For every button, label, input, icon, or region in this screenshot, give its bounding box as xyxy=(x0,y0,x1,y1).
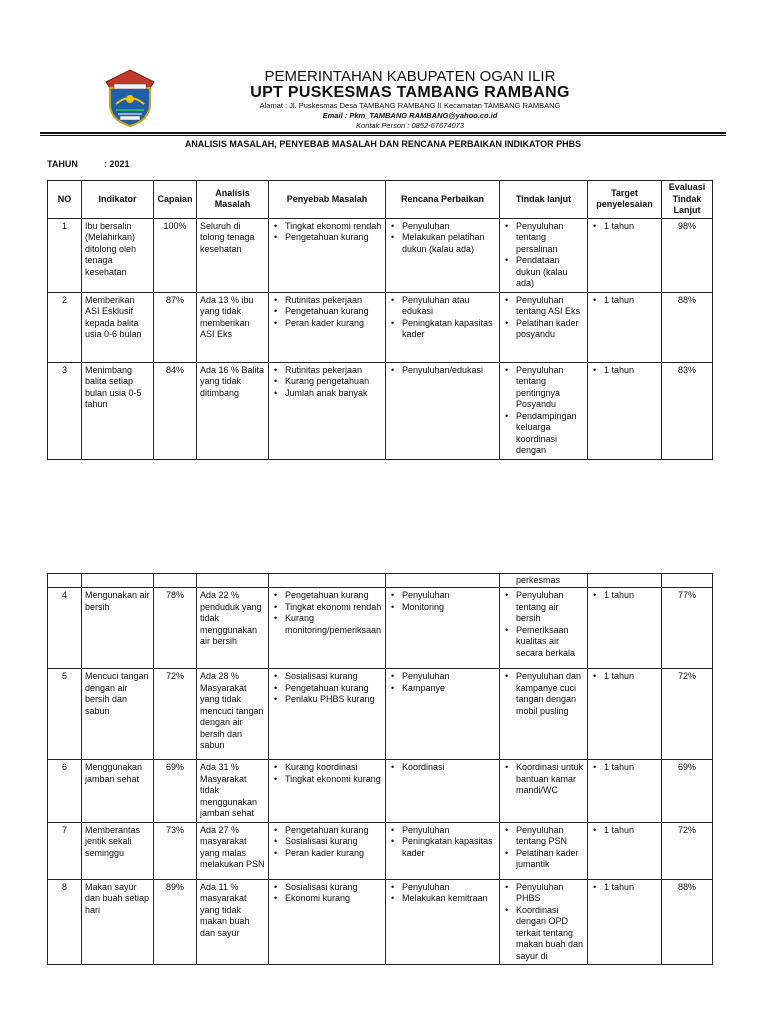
target-cell xyxy=(588,879,662,965)
rencana-cell xyxy=(386,362,500,459)
analisis-cell: Ada 22 % penduduk yang tidak menggunakan air bersih xyxy=(197,588,269,669)
list-item: • Pengetahuan kurang xyxy=(272,306,382,318)
list-item: • 1 tahun xyxy=(591,762,658,774)
list-item: • Sosialisasi kurang xyxy=(272,836,382,848)
list-item: • Pendataan dukun (kalau ada) xyxy=(503,255,584,290)
penyebab-cell-list xyxy=(272,590,382,636)
row-number: 8 xyxy=(48,879,82,965)
analisis-cell: Ada 28 % Masyarakat yang tidak mencuci tangan dengan air bersih dan sabun xyxy=(197,669,269,760)
tindak-lanjut-cell-list xyxy=(503,882,584,963)
tindak-lanjut-cell-list xyxy=(503,295,584,341)
column-header-penyebab: Penyebab Masalah xyxy=(269,181,386,219)
penyebab-cell-list xyxy=(272,295,382,330)
evaluasi-cell: 72% xyxy=(662,822,713,879)
table-row xyxy=(48,362,713,459)
list-item: • Pelatihan kader jumantik xyxy=(503,848,584,871)
tindak-lanjut-cell-list xyxy=(503,671,584,717)
document-title: ANALISIS MASALAH, PENYEBAB MASALAH DAN RENCANA PERBAIKAN INDIKATOR PHBS xyxy=(184,139,582,149)
penyebab-cell xyxy=(269,218,386,292)
target-cell xyxy=(588,218,662,292)
capaian-cell: 73% xyxy=(154,822,197,879)
header-email: Email : Pkm_TAMBANG RAMBANG@yahoo.co.id xyxy=(322,111,498,120)
target-cell xyxy=(588,362,662,459)
list-item: • 1 tahun xyxy=(591,221,658,233)
list-item: • Ekonomi kurang xyxy=(272,893,382,905)
target-cell xyxy=(588,822,662,879)
list-item: • Melakukan kemitraan xyxy=(389,893,496,905)
target-cell-list xyxy=(591,671,658,683)
list-item: • 1 tahun xyxy=(591,590,658,602)
indikator-cell: Makan sayur dan buah setiap hari xyxy=(82,879,154,965)
table-continuation-row xyxy=(48,574,713,588)
penyebab-cell-list xyxy=(272,825,382,860)
target-cell-list xyxy=(591,825,658,837)
list-item: • Penyuluhan tentang PSN xyxy=(503,825,584,848)
target-cell-list xyxy=(591,295,658,307)
header-government-name: PEMERINTAHAN KABUPATEN OGAN ILIR xyxy=(264,68,556,85)
rencana-cell xyxy=(386,292,500,362)
tindak-lanjut-cell-list xyxy=(503,365,584,457)
year-value: : 2021 xyxy=(104,159,130,169)
evaluasi-cell: 83% xyxy=(662,362,713,459)
list-item: • Rutinitas pekerjaan xyxy=(272,295,382,307)
rencana-cell-list xyxy=(389,671,496,694)
rencana-cell-list xyxy=(389,295,496,341)
header-puskesmas-name: UPT PUSKESMAS TAMBANG RAMBANG xyxy=(250,84,570,101)
continuation-text: perkesmas xyxy=(500,574,588,588)
rencana-cell xyxy=(386,669,500,760)
capaian-cell: 72% xyxy=(154,669,197,760)
evaluasi-cell: 77% xyxy=(662,588,713,669)
header-divider-thin xyxy=(40,135,726,136)
header-address: Alamat : Jl. Puskesmas Desa TAMBANG RAMBANG II Kecamatan TAMBANG RAMBANG xyxy=(259,101,561,110)
penyebab-cell xyxy=(269,588,386,669)
list-item: • Penyuluhan/edukasi xyxy=(389,365,496,377)
phbs-analysis-table-page-2 xyxy=(47,573,713,965)
penyebab-cell-list xyxy=(272,365,382,400)
list-item: • Penyuluhan xyxy=(389,590,496,602)
analisis-cell: Ada 13 % ibu yang tidak memberikan ASI Eks xyxy=(197,292,269,362)
list-item: • Koordinasi dengan OPD terkait tentang makan buah dan sayur di xyxy=(503,905,584,963)
list-item: • Melakukan pelatihan dukun (kalau ada) xyxy=(389,232,496,255)
column-header-evaluasi: Evaluasi Tindak Lanjut xyxy=(662,181,713,219)
capaian-cell: 84% xyxy=(154,362,197,459)
list-item: • Jumlah anak banyak xyxy=(272,388,382,400)
indikator-cell: Menimbang balita setiap bulan usia 0-5 tahun xyxy=(82,362,154,459)
list-item: • Koordinasi untuk bantuan kamar mandi/WC xyxy=(503,762,584,797)
list-item: • Penyuluhan dan kampanye cuci tangan dengan mobil pusling xyxy=(503,671,584,717)
row-number: 6 xyxy=(48,760,82,823)
tindak-lanjut-cell xyxy=(500,292,588,362)
list-item: • Kampanye xyxy=(389,683,496,695)
row-number: 7 xyxy=(48,822,82,879)
list-item: • Perilaku PHBS kurang xyxy=(272,694,382,706)
list-item: • Peran kader kurang xyxy=(272,318,382,330)
list-item: • 1 tahun xyxy=(591,671,658,683)
list-item: • Penyuluhan tentang air bersih xyxy=(503,590,584,625)
table-row xyxy=(48,879,713,965)
column-header-target: Target penyelesaian xyxy=(588,181,662,219)
target-cell-list xyxy=(591,762,658,774)
penyebab-cell xyxy=(269,760,386,823)
indikator-cell: Memberikan ASI Esklusif kepada balita usia 0-6 bulan xyxy=(82,292,154,362)
list-item: • Pemeriksaan kualitas air secara berkala xyxy=(503,625,584,660)
header-contact: Kontak Person : 0852-67674073 xyxy=(356,121,464,130)
column-header-no: NO xyxy=(48,181,82,219)
list-item: • 1 tahun xyxy=(591,825,658,837)
list-item: • Tingkat ekonomi kurang xyxy=(272,774,382,786)
analisis-cell: Ada 31 % Masyarakat tidak menggunakan jamban sehat xyxy=(197,760,269,823)
rencana-cell xyxy=(386,588,500,669)
list-item: • Sosialisasi kurang xyxy=(272,671,382,683)
ogan-ilir-emblem-logo xyxy=(104,68,156,128)
indikator-cell: Memberantas jentik sekali seminggu xyxy=(82,822,154,879)
analisis-cell: Seluruh di tolong tenaga kesehatan xyxy=(197,218,269,292)
capaian-cell: 69% xyxy=(154,760,197,823)
table-body-page-1 xyxy=(48,218,713,459)
list-item: • Pengetahuan kurang xyxy=(272,590,382,602)
capaian-cell: 78% xyxy=(154,588,197,669)
list-item: • Sosialisasi kurang xyxy=(272,882,382,894)
table-row xyxy=(48,292,713,362)
penyebab-cell-list xyxy=(272,882,382,905)
list-item: • Pelatihan kader posyandu xyxy=(503,318,584,341)
list-item: • Penyuluhan xyxy=(389,825,496,837)
penyebab-cell-list xyxy=(272,221,382,244)
rencana-cell-list xyxy=(389,825,496,860)
column-header-rencana: Rencana Perbaikan xyxy=(386,181,500,219)
evaluasi-cell: 69% xyxy=(662,760,713,823)
rencana-cell-list xyxy=(389,762,496,774)
rencana-cell-list xyxy=(389,882,496,905)
tindak-lanjut-cell xyxy=(500,669,588,760)
penyebab-cell xyxy=(269,879,386,965)
penyebab-cell-list xyxy=(272,671,382,706)
analisis-cell: Ada 11 % masyarakat yang tidak makan buah dan sayur xyxy=(197,879,269,965)
capaian-cell: 87% xyxy=(154,292,197,362)
analisis-cell: Ada 16 % Balita yang tidak ditimbang xyxy=(197,362,269,459)
list-item: • Penyuluhan xyxy=(389,882,496,894)
rencana-cell-list xyxy=(389,590,496,613)
penyebab-cell xyxy=(269,669,386,760)
column-header-analisis: Analisis Masalah xyxy=(197,181,269,219)
indikator-cell: Mengunakan air bersih xyxy=(82,588,154,669)
header-divider-thick xyxy=(40,132,726,134)
list-item: • 1 tahun xyxy=(591,295,658,307)
table-header-row xyxy=(48,181,713,219)
indikator-cell: Menggunakan jamban sehat xyxy=(82,760,154,823)
capaian-cell: 89% xyxy=(154,879,197,965)
list-item: • Penyuluhan tentang ASI Eks xyxy=(503,295,584,318)
table-row xyxy=(48,218,713,292)
evaluasi-cell: 88% xyxy=(662,292,713,362)
list-item: • Kurang koordinasi xyxy=(272,762,382,774)
list-item: • Tingkat ekonomi rendah xyxy=(272,221,382,233)
list-item: • 1 tahun xyxy=(591,365,658,377)
list-item: • Penyuluhan xyxy=(389,671,496,683)
phbs-analysis-table-page-1 xyxy=(47,180,713,460)
list-item: • Kurang pengetahuan xyxy=(272,376,382,388)
tindak-lanjut-cell xyxy=(500,760,588,823)
tindak-lanjut-cell-list xyxy=(503,221,584,290)
list-item: • Penyuluhan xyxy=(389,221,496,233)
list-item: • 1 tahun xyxy=(591,882,658,894)
column-header-indikator: Indikator xyxy=(82,181,154,219)
rencana-cell xyxy=(386,879,500,965)
target-cell xyxy=(588,292,662,362)
evaluasi-cell: 98% xyxy=(662,218,713,292)
penyebab-cell xyxy=(269,362,386,459)
target-cell-list xyxy=(591,590,658,602)
row-number: 2 xyxy=(48,292,82,362)
table-row xyxy=(48,822,713,879)
column-header-capaian: Capaian xyxy=(154,181,197,219)
list-item: • Pengetahuan kurang xyxy=(272,825,382,837)
target-cell-list xyxy=(591,882,658,894)
indikator-cell: Mencuci tangan dengan air bersih dan sabun xyxy=(82,669,154,760)
tindak-lanjut-cell xyxy=(500,879,588,965)
column-header-tindak-lanjut: Tindak lanjut xyxy=(500,181,588,219)
tindak-lanjut-cell-list xyxy=(503,590,584,659)
rencana-cell xyxy=(386,218,500,292)
list-item: • Penyuluhan tentang persalinan xyxy=(503,221,584,256)
row-number: 5 xyxy=(48,669,82,760)
tindak-lanjut-cell-list xyxy=(503,762,584,797)
list-item: • Kurang monitoring/pemeriksaan xyxy=(272,613,382,636)
penyebab-cell xyxy=(269,292,386,362)
list-item: • Penyuluhan tentang pentingnya Posyandu xyxy=(503,365,584,411)
target-cell xyxy=(588,588,662,669)
list-item: • Pengetahuan kurang xyxy=(272,683,382,695)
tindak-lanjut-cell xyxy=(500,588,588,669)
penyebab-cell xyxy=(269,822,386,879)
year-label: TAHUN xyxy=(47,159,78,169)
table-row xyxy=(48,669,713,760)
table-row xyxy=(48,588,713,669)
row-number: 4 xyxy=(48,588,82,669)
analisis-cell: Ada 27 % masyarakat yang malas melakukan PSN xyxy=(197,822,269,879)
list-item: • Tingkat ekonomi rendah xyxy=(272,602,382,614)
rencana-cell xyxy=(386,760,500,823)
tindak-lanjut-cell-list xyxy=(503,825,584,871)
rencana-cell-list xyxy=(389,221,496,256)
target-cell-list xyxy=(591,365,658,377)
target-cell-list xyxy=(591,221,658,233)
indikator-cell: Ibu bersalin (Melahirkan) ditolong oleh tenaga kesehatan xyxy=(82,218,154,292)
list-item: • Pengetahuan kurang xyxy=(272,232,382,244)
list-item: • Koordinasi xyxy=(389,762,496,774)
evaluasi-cell: 72% xyxy=(662,669,713,760)
list-item: • Peningkatan kapasitas kader xyxy=(389,836,496,859)
evaluasi-cell: 88% xyxy=(662,879,713,965)
tindak-lanjut-cell xyxy=(500,822,588,879)
list-item: • Peran kader kurang xyxy=(272,848,382,860)
target-cell xyxy=(588,669,662,760)
penyebab-cell-list xyxy=(272,762,382,785)
list-item: • Monitoring xyxy=(389,602,496,614)
rencana-cell-list xyxy=(389,365,496,377)
capaian-cell: 100% xyxy=(154,218,197,292)
list-item: • Pendampingan keluarga koordinasi dengan xyxy=(503,411,584,457)
table-row xyxy=(48,760,713,823)
list-item: • Rutinitas pekerjaan xyxy=(272,365,382,377)
list-item: • Penyuluhan atau edukasi xyxy=(389,295,496,318)
list-item: • Peningkatan kapasitas kader xyxy=(389,318,496,341)
tindak-lanjut-cell xyxy=(500,362,588,459)
row-number: 3 xyxy=(48,362,82,459)
rencana-cell xyxy=(386,822,500,879)
row-number: 1 xyxy=(48,218,82,292)
target-cell xyxy=(588,760,662,823)
table-body-page-2 xyxy=(48,574,713,965)
list-item: • Penyuluhan PHBS xyxy=(503,882,584,905)
tindak-lanjut-cell xyxy=(500,218,588,292)
